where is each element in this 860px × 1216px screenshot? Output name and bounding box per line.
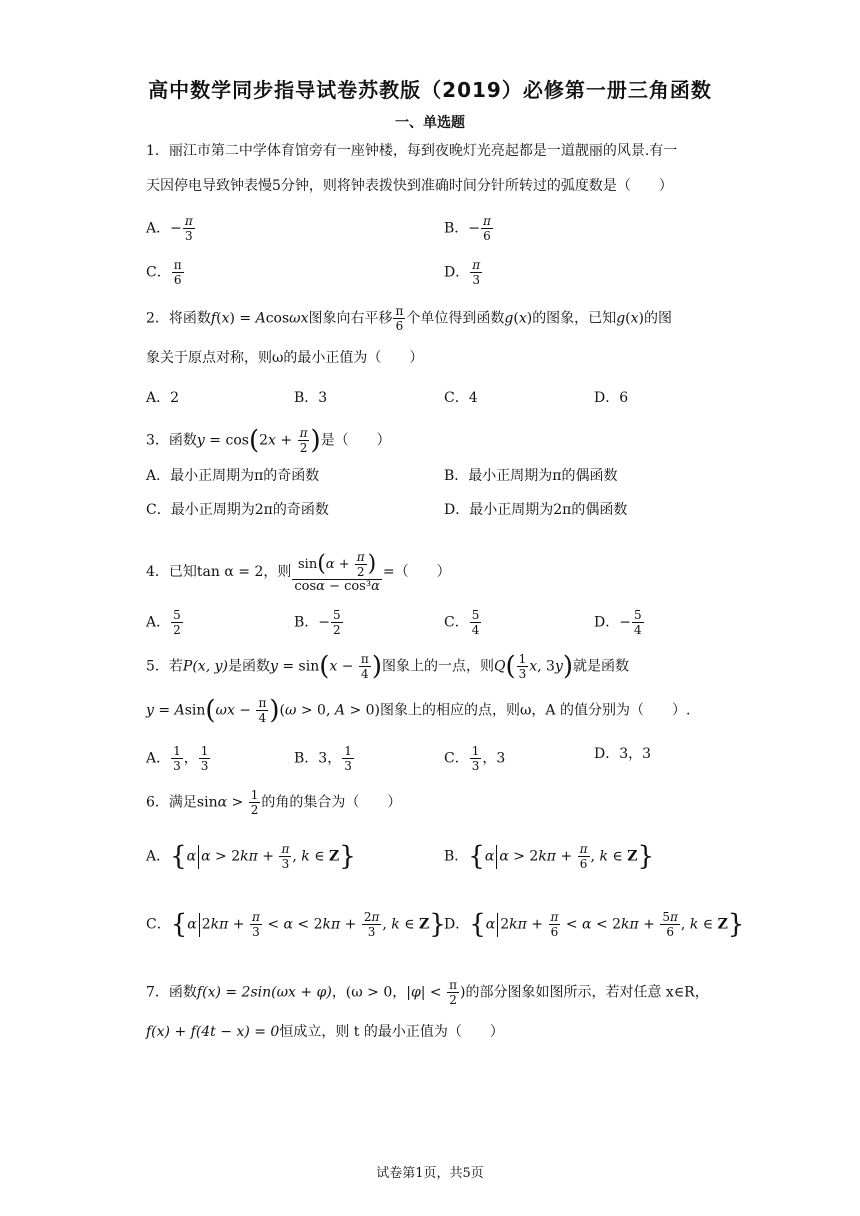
q5-line2: y = Asin(ωx − $\frac{\pi}{4}$ )(ω > 0, A > 0)图象上的相应的点，则ω，A 的值分别为（ ）. bbox=[146, 695, 691, 726]
q1-option-b: B．− $\frac{\pi}{6}$ bbox=[444, 214, 491, 243]
q6-option-c: C．{α 2kπ + $\frac{\pi}{3}$ < α < 2kπ + $\frac{2\pi}{3}$ , k ∈ Z} bbox=[146, 909, 446, 940]
q7-line1: 7．函数f(x) = 2sin(ωx + φ)，(ω > 0，|φ| < $\frac{\pi}{2}$ )的部分图象如图所示，若对任意 x∈R， bbox=[146, 978, 709, 1007]
q2-line2: 象关于原点对称，则ω的最小正值为（ ） bbox=[146, 350, 424, 366]
q7-line2: f(x) + f(4t − x) = 0恒成立，则 t 的最小正值为（ ） bbox=[146, 1024, 504, 1040]
q3-option-b: B．最小正周期为π的偶函数 bbox=[444, 468, 618, 484]
q5-option-d: D．3，3 bbox=[594, 746, 652, 762]
q6-option-a: A．{α α > 2kπ + $\frac{\pi}{3}$ , k ∈ Z} bbox=[146, 841, 356, 872]
q2-option-a: A．2 bbox=[146, 390, 180, 406]
q4-option-b: B．− $\frac{5}{2}$ bbox=[294, 608, 341, 637]
q4-option-a: A． $\frac{5}{2}$ bbox=[146, 608, 181, 637]
q3-line: 3．函数y = cos(2x + $\frac{\pi}{2}$ )是（ ） bbox=[146, 425, 391, 456]
q5-option-a: A． $\frac{1}{3}$ ， $\frac{1}{3}$ bbox=[146, 744, 209, 773]
q2-option-c: C．4 bbox=[444, 390, 478, 406]
q3-option-d: D．最小正周期为2π的偶函数 bbox=[444, 502, 628, 518]
q6-option-d: D．{α 2kπ + $\frac{\pi}{6}$ < α < 2kπ + $\frac{5\pi}{6}$ , k ∈ Z} bbox=[444, 909, 745, 940]
q6-line: 6．满足sinα > $\frac{1}{2}$ 的角的集合为（ ） bbox=[146, 788, 402, 817]
q4-option-c: C． $\frac{5}{4}$ bbox=[444, 608, 480, 637]
page-title: 高中数学同步指导试卷苏教版（2019）必修第一册三角函数 bbox=[148, 78, 712, 102]
q1-option-d: D． $\frac{\pi}{3}$ bbox=[444, 258, 481, 287]
q2-option-d: D．6 bbox=[594, 390, 629, 406]
q4-line: 4．已知tan α = 2，则 sin(α + $\frac{\pi}{2}$ ) cosα − cos³α =（ ） bbox=[146, 550, 451, 594]
q2-option-b: B．3 bbox=[294, 390, 328, 406]
q3-option-c: C．最小正周期为2π的奇函数 bbox=[146, 502, 329, 518]
q1-option-a: A．− $\frac{\pi}{3}$ bbox=[146, 214, 193, 243]
section-heading: 一、单选题 bbox=[395, 115, 465, 131]
q6-option-b: B．{α α > 2kπ + $\frac{\pi}{6}$ , k ∈ Z} bbox=[444, 841, 654, 872]
q2-line1: 2．将函数f(x) = Acosωx图象向右平移 $\frac{\pi}{6}$ 个单位得到函数g(x)的图象，已知g(x)的图 bbox=[146, 304, 672, 333]
q1-line2: 天因停电导致钟表慢5分钟，则将钟表拨快到准确时间分针所转过的弧度数是（ ） bbox=[146, 178, 673, 194]
q5-option-c: C． $\frac{1}{3}$ ，3 bbox=[444, 744, 506, 773]
q3-option-a: A．最小正周期为π的奇函数 bbox=[146, 468, 320, 484]
q1-line1: 1．丽江市第二中学体育馆旁有一座钟楼，每到夜晚灯光亮起都是一道靓丽的风景.有一 bbox=[146, 143, 678, 159]
q4-option-d: D．− $\frac{5}{4}$ bbox=[594, 608, 642, 637]
page-footer: 试卷第1页，共5页 bbox=[376, 1166, 484, 1181]
q5-line1: 5．若P(x, y)是函数y = sin(x − $\frac{\pi}{4}$ )图象上的一点，则Q( $\frac{1}{3}$ x, 3y)就是函数 bbox=[146, 651, 630, 682]
q1-option-c: C． $\frac{\pi}{6}$ bbox=[146, 258, 182, 287]
q5-option-b: B．3， $\frac{1}{3}$ bbox=[294, 744, 352, 773]
